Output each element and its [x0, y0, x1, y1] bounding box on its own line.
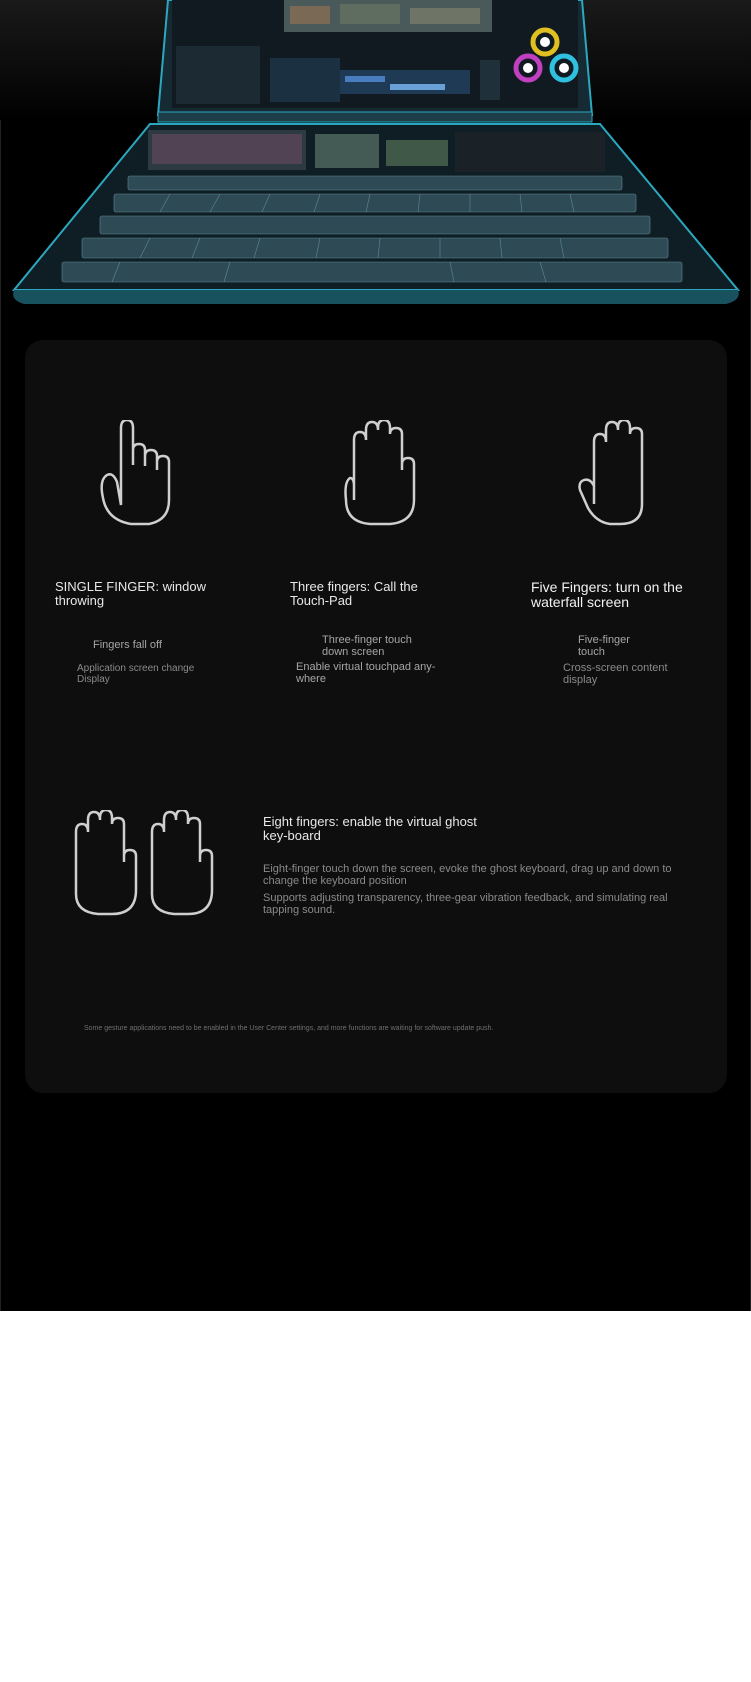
gesture-line-eight-fingers-1: Eight-finger touch down the screen, evoke the ghost keyboard, drag up and down to change the keyboard position [263, 863, 672, 887]
gesture-line-three-fingers-2: Enable virtual touchpad any-where [296, 661, 436, 685]
gesture-title-five-fingers: Five Fingers: turn on the waterfall screen [531, 579, 683, 610]
gesture-line-three-fingers-1: Three-finger touch down screen [322, 634, 412, 658]
five-finger-hand-icon [578, 420, 658, 530]
two-hands-icon [68, 810, 228, 920]
gesture-title-eight-fingers: Eight fingers: enable the virtual ghost key-board [263, 814, 477, 843]
gesture-title-single-finger: SINGLE FINGER: window throwing [55, 579, 206, 608]
gesture-line-five-fingers-2: Cross-screen content display [563, 662, 668, 686]
gesture-line-eight-fingers-2: Supports adjusting transparency, three-gear vibration feedback, and simulating real tapping sound. [263, 892, 668, 916]
one-finger-hand-icon [99, 420, 179, 530]
laptop-illustration [0, 0, 751, 310]
gesture-line-single-finger-1: Fingers fall off [93, 639, 162, 651]
gesture-line-five-fingers-1: Five-finger touch [578, 634, 630, 658]
footnote: Some gesture applications need to be enabled in the User Center settings, and more functions are waiting for software update push. [84, 1025, 494, 1032]
gesture-line-single-finger-2: Application screen change Display [77, 663, 195, 685]
gesture-title-three-fingers: Three fingers: Call the Touch-Pad [290, 579, 418, 608]
three-finger-hand-icon [340, 420, 420, 530]
